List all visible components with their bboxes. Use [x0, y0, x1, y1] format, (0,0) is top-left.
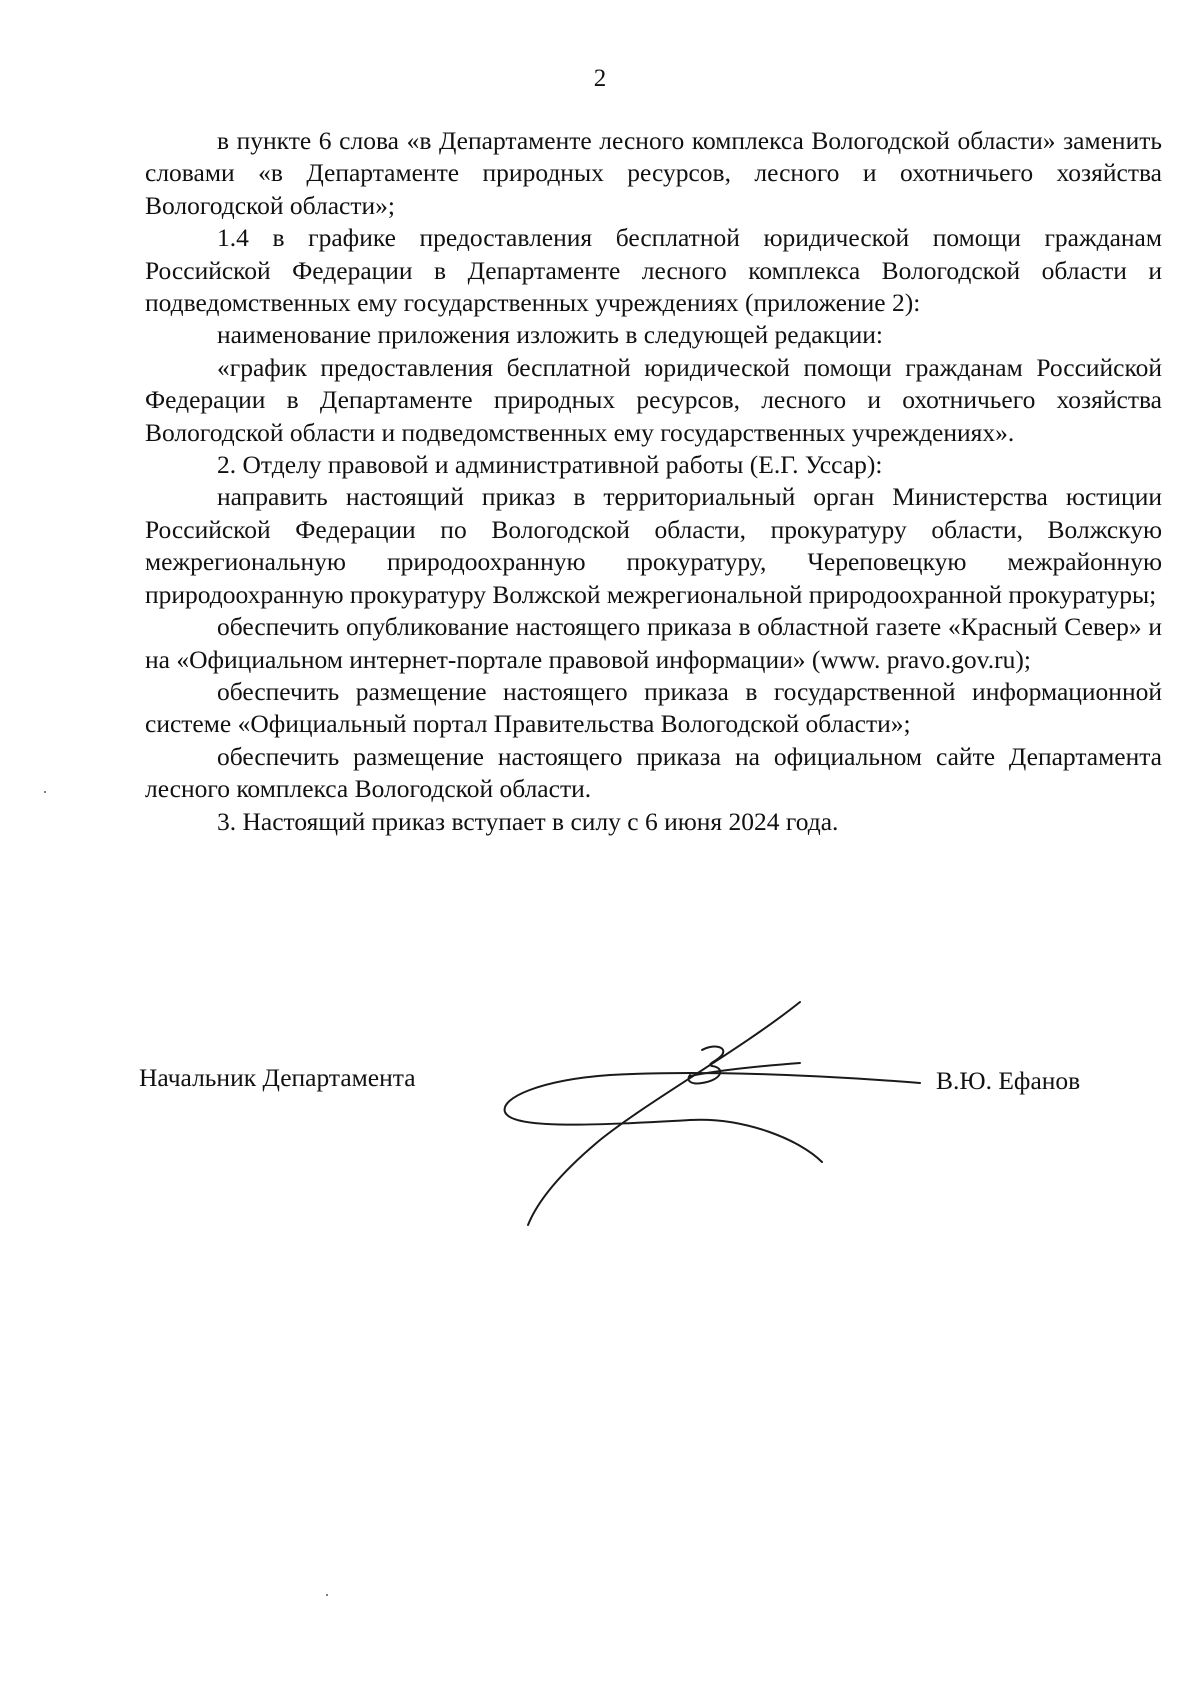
scan-speck [44, 791, 46, 793]
paragraph-appendix-title-intro: наименование приложения изложить в следующей редакции: [217, 320, 883, 350]
paragraph-place-website: обеспечить размещение настоящего приказа на официальном сайте Департамента лесного комплекса Вологодской области. [145, 741, 1162, 804]
paragraph-item-6-replacement: в пункте 6 слова «в Департаменте лесного комплекса Вологодской области» заменить словами «в Департаменте природных ресурсов, лесного и охотничьего хозяйства Вологодской области»; [145, 126, 1162, 220]
paragraph-item-1-4-schedule: 1.4 в графике предоставления бесплатной юридической помощи гражданам Российской Федерации в Департаменте лесного комплекса Вологодской области и подведомственных ему государственных учреждениях (приложение 2): [145, 223, 1162, 318]
paragraph-send-order: направить настоящий приказ в территориальный орган Министерства юстиции Российской Федерации по Вологодской области, прокуратуру области, Волжскую межрегиональную природоохранную прокуратуру, Череповецкую межрайонную природоохранную прокуратуру Волжской межрегиональной природоохранной прокуратуры; [145, 482, 1162, 609]
paragraph-place-gis: обеспечить размещение настоящего приказа в государственной информационной системе «Официальный портал Правительства Вологодской области»; [145, 676, 1162, 739]
paragraph-appendix-title-new: «график предоставления бесплатной юридической помощи гражданам Российской Федерации в Департаменте природных ресурсов, лесного и охотничьего хозяйства Вологодской области и подведомственных ему государственных учреждениях». [145, 352, 1162, 447]
paragraph-publish-order: обеспечить опубликование настоящего приказа в областной газете «Красный Север» и на «Официальном интернет-портале правовой информации» (www. pravo.gov.ru); [145, 612, 1162, 674]
signer-name: В.Ю. Ефанов [936, 1066, 1081, 1095]
signer-position-title: Начальник Департамента [139, 1063, 416, 1092]
scan-speck [326, 1594, 328, 1596]
paragraph-item-3-effective-date: 3. Настоящий приказ вступает в силу с 6 июня 2024 года. [217, 806, 839, 836]
paragraph-item-2-legal-dept: 2. Отделу правовой и административной работы (Е.Г. Уссар): [217, 450, 883, 480]
page-number: 2 [593, 65, 607, 92]
